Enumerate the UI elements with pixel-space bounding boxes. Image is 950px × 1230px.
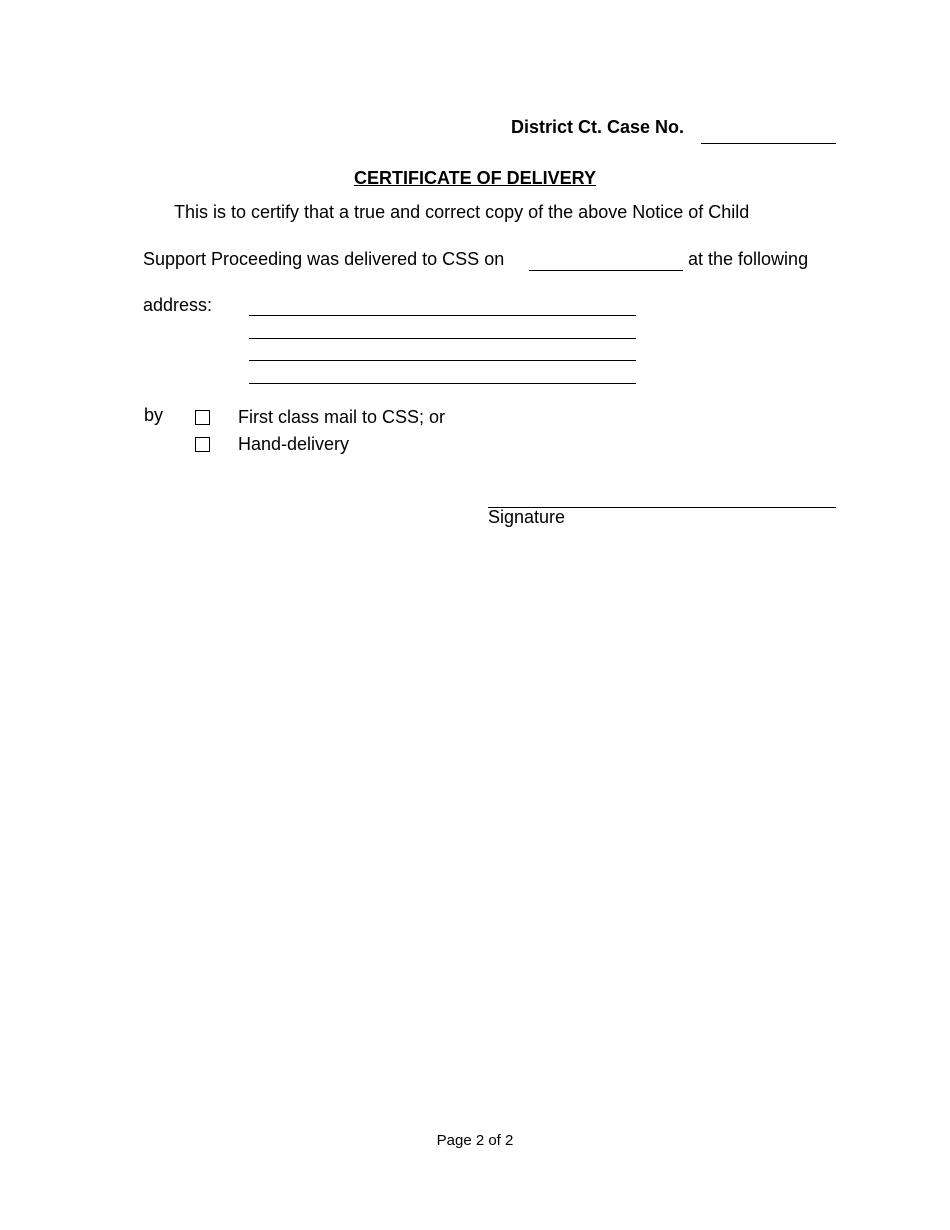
delivery-date-field[interactable] (529, 270, 683, 271)
certify-text-line-2-end: at the following (688, 249, 809, 269)
address-line-3-field[interactable] (249, 360, 636, 361)
page-number: Page 2 of 2 (436, 1132, 514, 1149)
hand-delivery-checkbox[interactable] (195, 437, 210, 452)
certify-text-line-2-start: Support Proceeding was delivered to CSS on (143, 249, 505, 269)
first-class-mail-label: First class mail to CSS; or (238, 407, 446, 427)
certificate-title: CERTIFICATE OF DELIVERY (353, 168, 596, 188)
signature-label: Signature (488, 507, 566, 527)
address-label: address: (143, 295, 213, 315)
address-line-1-field[interactable] (249, 315, 636, 316)
by-label: by (144, 405, 164, 425)
certify-text-line-1: This is to certify that a true and correct copy of the above Notice of Child (174, 202, 750, 222)
case-number-label: District Ct. Case No. (511, 117, 685, 137)
hand-delivery-label: Hand-delivery (238, 434, 350, 454)
case-number-field[interactable] (701, 143, 836, 144)
address-line-4-field[interactable] (249, 383, 636, 384)
address-line-2-field[interactable] (249, 338, 636, 339)
first-class-mail-checkbox[interactable] (195, 410, 210, 425)
